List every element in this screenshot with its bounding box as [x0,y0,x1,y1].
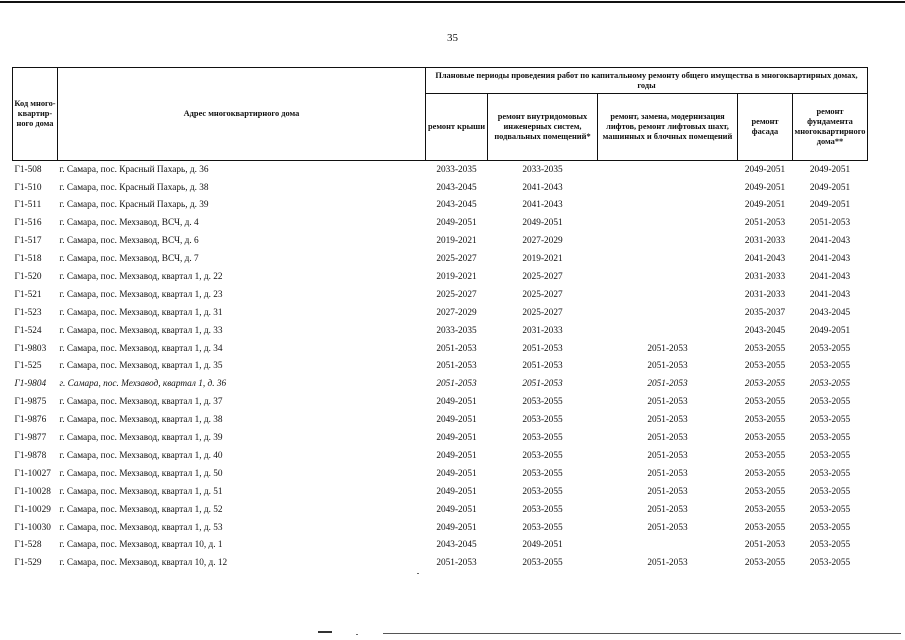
capital-repair-schedule-table [12,67,868,572]
cell-building-code: Г1-9803 [14,343,47,354]
cell-facade-period: 2053-2055 [744,397,786,408]
cell-elevators-period: 2051-2053 [647,343,688,354]
cell-facade-period: 2053-2055 [744,486,786,497]
table-row [13,376,868,394]
cell-roof-period: 2027-2029 [436,307,477,318]
cell-engineering-period: 2051-2053 [522,379,563,390]
cell-engineering-period: 2053-2055 [522,468,563,479]
cell-building-code: Г1-520 [14,272,42,283]
cell-address: г. Самара, пос. Мехзавод, ВСЧ, д. 7 [59,254,199,265]
cell-address: г. Самара, пос. Красный Пахарь, д. 36 [58,161,426,179]
cell-address: г. Самара, пос. Мехзавод, квартал 1, д. 33 [59,325,223,336]
cell-foundation-period: 2053-2055 [809,343,851,354]
cell-facade-period: 2031-2033 [744,236,786,247]
cell-building-code: Г1-9876 [14,415,47,426]
cell-building-code: Г1-523 [14,307,42,318]
cell-engineering-period: 2025-2027 [522,272,563,283]
cell-building-code: Г1-9878 [14,450,47,461]
cell-foundation-period: 2053-2055 [809,433,851,444]
cell-roof-period: 2049-2051 [436,504,477,515]
cell-foundation-period: 2053-2055 [809,397,851,408]
cell-elevators-period: 2051-2053 [647,379,688,390]
cell-building-code: Г1-9877 [14,433,47,444]
cell-address: г. Самара, пос. Мехзавод, квартал 1, д. 53 [59,522,223,533]
cell-facade-period: 2051-2053 [744,540,786,551]
table-row [13,501,868,519]
cell-address: г. Самара, пос. Мехзавод, квартал 1, д. 39 [59,433,223,444]
cell-roof-period: 2043-2045 [436,540,477,551]
cell-address: г. Самара, пос. Мехзавод, квартал 1, д. 51 [59,486,223,497]
cell-elevators-period: 2051-2053 [647,433,688,444]
cell-foundation-period: 2049-2051 [793,161,868,179]
table-row [13,465,868,483]
cell-building-code: Г1-528 [14,540,42,551]
cell-building-code: Г1-517 [14,236,42,247]
header-elevators: ремонт, замена, модернизация лифтов, ремонт лифтовых шахт, машинных и блочных помещений [598,94,738,161]
cell-foundation-period: 2041-2043 [809,289,851,300]
cell-building-code: Г1-10027 [14,468,51,479]
cell-foundation-period: 2041-2043 [809,254,851,265]
table-row [13,429,868,447]
cell-facade-period: 2053-2055 [744,379,786,390]
cell-building-code: Г1-10030 [14,522,51,533]
cell-foundation-period: 2049-2051 [809,200,851,211]
top-border-line [0,1,905,3]
table-row [13,161,868,179]
cell-engineering-period: 2053-2055 [522,504,563,515]
cell-roof-period: 2025-2027 [436,254,477,265]
cell-roof-period: 2019-2021 [436,272,477,283]
cell-foundation-period: 2053-2055 [809,504,851,515]
cell-building-code: Г1-511 [14,200,42,211]
cell-building-code: Г1-510 [14,182,42,193]
cell-facade-period: 2053-2055 [744,450,786,461]
cell-engineering-period: 2049-2051 [522,540,563,551]
header-building-code: Код много-квартир-ного дома [13,68,58,161]
page-number: 35 [447,32,458,44]
cell-facade-period: 2031-2033 [744,289,786,300]
cell-engineering-period: 2019-2021 [522,254,563,265]
cell-elevators-period: 2051-2053 [647,522,688,533]
cell-elevators-period: 2051-2053 [647,450,688,461]
cell-foundation-period: 2049-2051 [809,182,851,193]
cell-foundation-period: 2051-2053 [809,218,851,229]
cell-roof-period: 2049-2051 [436,218,477,229]
cell-roof-period: 2049-2051 [436,468,477,479]
cell-building-code: Г1-10028 [14,486,51,497]
cell-engineering-period: 2049-2051 [522,218,563,229]
table-row [13,537,868,555]
header-address: Адрес многоквартирного дома [58,68,426,161]
cell-building-code: Г1-524 [14,325,42,336]
cell-foundation-period: 2043-2045 [809,307,851,318]
cell-facade-period: 2053-2055 [744,433,786,444]
cell-elevators-period [598,161,738,179]
cell-address: г. Самара, пос. Мехзавод, квартал 1, д. 36 [59,379,227,390]
cell-foundation-period: 2053-2055 [809,540,851,551]
cell-foundation-period: 2053-2055 [809,379,851,390]
cell-address: г. Самара, пос. Мехзавод, квартал 1, д. 23 [59,289,223,300]
cell-elevators-period [598,537,738,555]
cell-foundation-period: 2053-2055 [809,468,851,479]
cell-building-code: Г1-9804 [14,379,47,390]
cell-engineering-period: 2025-2027 [522,307,563,318]
cell-foundation-period: 2041-2043 [809,272,851,283]
cell-engineering-period: 2041-2043 [522,200,563,211]
table-row [13,268,868,286]
scan-speck [356,634,358,635]
table-row [13,483,868,501]
cell-engineering-period: 2041-2043 [522,182,563,193]
cell-engineering-period: 2051-2053 [522,361,563,372]
cell-roof-period: 2049-2051 [436,486,477,497]
cell-elevators-period [598,215,738,233]
cell-facade-period: 2053-2055 [744,343,786,354]
table-row [13,179,868,197]
cell-roof-period: 2033-2035 [436,325,477,336]
scan-mark [318,631,332,633]
table-row [13,250,868,268]
cell-foundation-period: 2049-2051 [809,325,851,336]
header-engineering-systems: ремонт внутридомовых инженерных систем, подвальных помещений* [488,94,598,161]
cell-elevators-period: 2051-2053 [647,504,688,515]
cell-building-code: Г1-525 [14,361,42,372]
cell-elevators-period: 2051-2053 [647,397,688,408]
cell-facade-period: 2051-2053 [744,218,786,229]
cell-elevators-period [598,322,738,340]
cell-foundation-period: 2053-2055 [809,558,851,569]
table-row [13,340,868,358]
cell-address: г. Самара, пос. Мехзавод, квартал 1, д. 50 [59,468,223,479]
cell-address: г. Самара, пос. Мехзавод, квартал 1, д. 31 [59,307,223,318]
table-row [13,394,868,412]
cell-elevators-period [598,179,738,197]
cell-elevators-period [598,286,738,304]
table-row [13,447,868,465]
cell-roof-period: 2049-2051 [436,397,477,408]
cell-address: г. Самара, пос. Мехзавод, квартал 1, д. 22 [59,272,223,283]
cell-facade-period: 2043-2045 [744,325,786,336]
cell-address: г. Самара, пос. Красный Пахарь, д. 38 [59,182,209,193]
cell-address: г. Самара, пос. Мехзавод, ВСЧ, д. 4 [59,218,199,229]
table-body [13,161,868,573]
cell-address: г. Самара, пос. Мехзавод, квартал 1, д. 40 [59,450,223,461]
cell-building-code: Г1-518 [14,254,42,265]
cell-roof-period: 2051-2053 [436,379,477,390]
table-row [13,304,868,322]
table-row [13,358,868,376]
cell-engineering-period: 2031-2033 [522,325,563,336]
cell-engineering-period: 2053-2055 [522,397,563,408]
cell-foundation-period: 2053-2055 [809,415,851,426]
cell-engineering-period: 2025-2027 [522,289,563,300]
cell-address: г. Самара, пос. Мехзавод, квартал 10, д. 1 [59,540,223,551]
cell-engineering-period: 2053-2055 [522,433,563,444]
cell-address: г. Самара, пос. Мехзавод, квартал 1, д. 52 [59,504,223,515]
cell-facade-period: 2053-2055 [744,361,786,372]
cell-facade-period: 2053-2055 [744,504,786,515]
cell-elevators-period: 2051-2053 [647,415,688,426]
cell-address: г. Самара, пос. Красный Пахарь, д. 39 [59,200,209,211]
cell-elevators-period: 2051-2053 [647,558,688,569]
cell-foundation-period: 2041-2043 [809,236,851,247]
cell-roof-period: 2051-2053 [436,343,477,354]
cell-building-code: Г1-516 [14,218,42,229]
cell-roof-period: 2049-2051 [436,433,477,444]
cell-elevators-period [598,268,738,286]
cell-roof-period: 2049-2051 [436,450,477,461]
cell-facade-period: 2031-2033 [744,272,786,283]
cell-elevators-period: 2051-2053 [647,361,688,372]
cell-facade-period: 2049-2051 [738,161,793,179]
header-plan-periods: Плановые периоды проведения работ по капитальному ремонту общего имущества в многоквартирных домах, годы [426,68,868,94]
cell-facade-period: 2053-2055 [744,468,786,479]
cell-roof-period: 2019-2021 [436,236,477,247]
cell-roof-period: 2025-2027 [436,289,477,300]
cell-roof-period: 2051-2053 [436,558,477,569]
scan-speck [417,573,419,574]
table-row [13,197,868,215]
table-row [13,411,868,429]
table-row [13,519,868,537]
cell-roof-period: 2051-2053 [436,361,477,372]
cell-foundation-period: 2053-2055 [809,450,851,461]
cell-address: г. Самара, пос. Мехзавод, квартал 1, д. 35 [59,361,223,372]
bottom-border-line [383,633,901,634]
cell-roof-period: 2043-2045 [436,200,477,211]
cell-facade-period: 2035-2037 [744,307,786,318]
cell-building-code: Г1-10029 [14,504,51,515]
cell-address: г. Самара, пос. Мехзавод, квартал 10, д. 12 [59,558,228,569]
cell-elevators-period [598,197,738,215]
cell-engineering-period: 2053-2055 [522,522,563,533]
cell-engineering-period: 2053-2055 [522,486,563,497]
cell-facade-period: 2053-2055 [744,522,786,533]
cell-engineering-period: 2027-2029 [522,236,563,247]
cell-facade-period: 2053-2055 [744,558,786,569]
table-row [13,555,868,573]
cell-elevators-period [598,250,738,268]
cell-building-code: Г1-529 [14,558,42,569]
cell-engineering-period: 2053-2055 [522,558,563,569]
table-row [13,215,868,233]
cell-address: г. Самара, пос. Мехзавод, квартал 1, д. 37 [59,397,223,408]
cell-engineering-period: 2053-2055 [522,450,563,461]
cell-foundation-period: 2053-2055 [809,361,851,372]
cell-elevators-period [598,304,738,322]
cell-facade-period: 2049-2051 [744,200,786,211]
cell-roof-period: 2049-2051 [436,522,477,533]
cell-engineering-period: 2033-2035 [488,161,598,179]
cell-facade-period: 2049-2051 [744,182,786,193]
header-facade: ремонт фасада [738,94,793,161]
cell-roof-period: 2049-2051 [436,415,477,426]
cell-foundation-period: 2053-2055 [809,486,851,497]
table-row [13,233,868,251]
cell-facade-period: 2041-2043 [744,254,786,265]
cell-facade-period: 2053-2055 [744,415,786,426]
cell-roof-period: 2043-2045 [436,182,477,193]
cell-address: г. Самара, пос. Мехзавод, квартал 1, д. 38 [59,415,223,426]
table-row [13,322,868,340]
table-row [13,286,868,304]
header-roof-repair: ремонт крыши [426,94,488,161]
cell-roof-period: 2033-2035 [426,161,488,179]
cell-foundation-period: 2053-2055 [809,522,851,533]
cell-engineering-period: 2051-2053 [522,343,563,354]
cell-building-code: Г1-508 [13,161,58,179]
header-foundation: ремонт фундамента многоквартирного дома** [793,94,868,161]
cell-elevators-period: 2051-2053 [647,468,688,479]
cell-building-code: Г1-9875 [14,397,47,408]
cell-building-code: Г1-521 [14,289,42,300]
cell-address: г. Самара, пос. Мехзавод, ВСЧ, д. 6 [59,236,199,247]
cell-engineering-period: 2053-2055 [522,415,563,426]
cell-elevators-period [598,233,738,251]
cell-elevators-period: 2051-2053 [647,486,688,497]
cell-address: г. Самара, пос. Мехзавод, квартал 1, д. 34 [59,343,223,354]
